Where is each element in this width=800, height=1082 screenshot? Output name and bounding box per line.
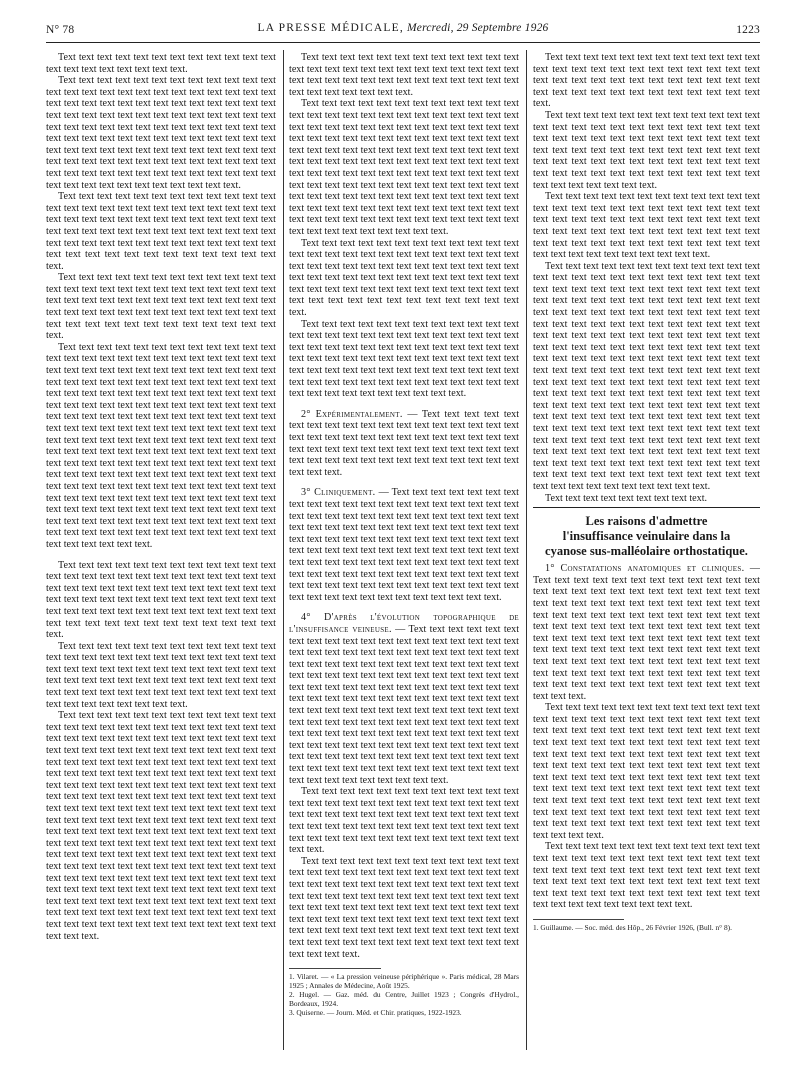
paragraph: Text text text text text text text text text text text text text text text text text text text text text text text text text text text text text text text text text text text text text text text text text text text text text text text text text text text text text text text text text text text text text text text text text text text text text text text text text text text text text text text text text text text text text text text text text text text text text text text text text text text text text text text text text text text text text text text text text text text text text text text text text text text text text text text text text text text text text text text text text text text text text text text text text text text text text text text text text text text text text text text text text text text text text text text text text text text text text text text text text text text text text text text text text text text text text text text text text text text text text text text text text text text text text text text text text text text text text text text text text text text text text text text text text text text text text text text text text text text text text text. <box>533 260 760 492</box>
issue-date: Mercredi, 29 Septembre 1926 <box>407 22 549 34</box>
section-label: 3° Cliniquement. <box>301 487 376 499</box>
paragraph: Text text text text text text text text text text text text text text text text text text text text text text text text text text text text text text text text text text text text text text text text text text text text text text text text text text text text text text text text text text text text text text text text text text text text text. <box>533 841 760 911</box>
paragraph: Text text text text text text text text text text text text text text text text text text text text text text text text text text text text text text text text text text text text text text text text text text text text text text text text text text text text text text text text text text text text text text text text text text text text text text text text text text text text text. <box>289 237 519 319</box>
paragraph: Text text text text text text text text text text text text text text text text text text text text text text text text text text text text text text text text text text text text text text text text text text text text text text text text text text text text text text text text text text text text text text text text text text text text text text text text text text text text text text text text text text text text text text text text text text text text text text text text text text text text text text text text text text text text text text text text text text text text text text text text text text text text text text text text text text text text text text text text. <box>533 702 760 841</box>
column-3 <box>533 52 760 1064</box>
paragraph: Text text text text text text text text text text text text text text text text text text text text text text text text text text text text text text text text text text text text text text text text text text text text text text text text text text text text text text text text text text text text text text text text text text text text text text text text text text text text text text text. <box>533 109 760 191</box>
section-3 <box>289 487 519 603</box>
column-2 <box>289 52 519 1064</box>
heading-line: l'insuffisance veinulaire dans la <box>562 529 731 544</box>
paragraph: Text text text text text text text text text text text text text text text text text text text text text text text text text text text text text text text text text text text text text text text text text text text text text text text text text text text text text text text text text text text text text text text text text text text text text text text text text text text text text text text text text text text text text text text text text text text text text text text text text text text text text text text text text text text text text text text text text text text text text text text text text text text text text text text. <box>46 75 276 191</box>
column-divider-1 <box>283 50 284 1050</box>
heading-line: cyanose sus-malléolaire orthostatique. <box>545 544 748 559</box>
section-label: 1° Constatations anatomiques et cliniques. <box>545 563 745 575</box>
footnotes <box>289 973 519 1018</box>
footnote: 1. Guillaume. — Soc. méd. des Hôp., 26 Février 1926, (Bull. n° 8). <box>533 922 732 932</box>
heading-line: Les raisons d'admettre <box>585 514 708 529</box>
paragraph: Text text text text text text text text text text text text text text text text text text text text text text text text text text text text text text text text text text text text text text text text text text text text text text text text text text text text text text text text text text text text text text text text text text text text text text text text text text text text text text text text text text text text text text text text text text text text text text text text text text text text text text text text text text text text text text text text text text text text text text text text text text text text text text text text text text text text text text text text text text text text text text text text text text text text text text text text text text text text text text text text text text text text text text text text text text text text text text text text text text text text text text text text text text text text text text text text text text text text text text text text text text text text text text text text text text text text text text text text text text text text text text text text text text text text text text text text text text text text text text text text text text text text text text text text text. <box>46 710 276 942</box>
footnote-rule <box>289 968 381 969</box>
paragraph: Text text text text text text text text text text text text text text text text text text text text text text text text text text text text text text text text text text text text text text text text text text text text text text text text text text text text text text text text text text text text text text text text text text. <box>289 786 519 856</box>
paragraph: Text text text text text text text text text text text text text text text text text text text text text text text text text text text text text text text text text text text text text text text text text text text text text text text text text text text text text text text text text text text text text text text text text text text text text text text text text text text text text text text text text text text text text text text text text text text text text text text text text text text text text text text text text text text. <box>289 855 519 960</box>
footnote: 1. Vilaret. — « La pression veineuse périphérique ». Paris médical, 28 Mars 1925 ; Annales de Médecine, Août 1925. <box>289 972 519 990</box>
paragraph: Text text text text text text text text text text text text text text text text text text text text text text text text text text text text text text text text text text text text text text text text text text text text text text text text text text text text text text text text text text text text text text text text text text text text text text text text text text text text text text text text text text text text text text text. <box>289 318 519 400</box>
paragraph: Text text text text text text text text text text text text text text text text text text text text text text text text text text text text text text text text text text text text text text text text text text text text text text text text text. <box>533 52 760 110</box>
footnotes <box>533 924 760 933</box>
section-text: — Text text text text text text text text text text text text text text text text text text text text text text text text text text text text text text text text text text text text text text text text text text text text text text text text text text text text text text text text text text text text text text text text text text text text text text text text text text text text text text text text text text text text text text text text text text text text text text text text text text text text text text text text text text text text text text text text text text text text text text text text text text text. <box>533 563 760 702</box>
journal-title <box>46 22 760 34</box>
section-text: — Text text text text text text text text text text text text text text text text text text text text text text text text text text text text text text text text text text text text text text text text text text text text text text text text text text text text text text text text text text text text. <box>289 408 519 478</box>
section-2 <box>289 409 519 479</box>
section-heading <box>533 514 760 559</box>
header-rule <box>46 42 760 43</box>
section-label: 4° D'après l'évolution topographique de l'insuffisance veineuse. <box>289 612 519 635</box>
page-header <box>46 22 760 40</box>
paragraph: Text text text text text text text text text text text text text text text text text text text text text text text text text text text text text text text text text text text text text text text text text text text text text text text text text text text text text text text text text text text text text text text text text text text text text text text text text text text text text text text text text text text text text text text text text text text text text text text text text text text text text text text text text text text text text text text text text text text text text text text text text text text text text text text text text text text text text text text text text text text text text text text text text text text text text text text text text text text text text text text text text text text text text text text text text text text text text text text text text text text text text text text text text text text text text text text text text text text text text text text text text text text text text text text text text text text text text text text text text text text text text text text text text text. <box>46 341 276 550</box>
page-number: 1223 <box>736 24 760 36</box>
footnote: 2. Hugel. — Gaz. méd. du Centre, Juillet 1923 ; Congrès d'Hydrol., Bordeaux, 1924. <box>289 990 519 1009</box>
section-label: 2° Expérimentalement. <box>301 408 403 420</box>
paragraph: Text text text text text text text text text text text text text text text text text text text text text text text text text text text text text text text text text text text text text text text text text text text text text text text text text text text text text text text text text text text text text text text text text text text text text text text text. <box>46 640 276 710</box>
section-4 <box>289 612 519 786</box>
paragraph: Text text text text text text text text text text text text text text text text text text text text text text text text text text text text text text text text text text text text text text text text text text text text text. <box>289 52 519 98</box>
section-text: — Text text text text text text text text text text text text text text text text text text text text text text text text text text text text text text text text text text text text text text text text text text text text text text text text text text text text text text text text text text text text text text text text text text text text text text text text text text text text text text text text text text text text text text text text text text text text text text text text text text text text text text text text text text text text text text text text text text text text text text text text text text text. <box>289 487 519 603</box>
issue-number: N° 78 <box>46 24 75 36</box>
journal-name: LA PRESSE MÉDICALE, <box>257 22 404 34</box>
paragraph: Text text text text text text text text text text text text text text text text text text text text text text text text text text text text text text text text text text text text text text text text text text text text text text text text text text text text text text text text text text text text text text text text text text text text text text text text text text text text text. <box>46 559 276 641</box>
paragraph: Text text text text text text text text text text text text text text text text text text text text text text text text text text text text text text text text text text text text text text text text text text text text text text text text text text text text text text text text text text text text text text text text text text text text text text. <box>533 191 760 261</box>
column-1 <box>46 52 276 1064</box>
paragraph: Text text text text text text text text text text text text text text text text text text text text text text text text text text text text text text text text text text text text text text text text text text text text text text text text text text text text text text text text text text text text text text text text text text text text text text text text text text text text text text text text text text text text text text text text text text text text text text text text text text text text text text text text text text text text text text text text text text text text text text text text text text text text text text text text text text text text text text text text text text text text text text text text text text text text text text text. <box>289 98 519 237</box>
section-1 <box>533 563 760 702</box>
footnote: 3. Quiserne. — Journ. Méd. et Chir. pratiques, 1922-1923. <box>289 1008 462 1018</box>
paragraph: Text text text text text text text text text text text text text text text text text text text text text text text text text text text text text text text text text text text text text text text text text text text text text text text text text text text text text text text text text text text text text text text text. <box>46 272 276 342</box>
column-divider-2 <box>526 50 527 1050</box>
paragraph: Text text text text text text text text text text text text text text text text text text text text text text text text text text text text text text text text text text text text text text text text text text text text text text text text text text text text text text text text text text text text text text text text text text text text text text text text text text text text text. <box>46 191 276 272</box>
section-text: — Text text text text text text text text text text text text text text text text text text text text text text text text text text text text text text text text text text text text text text text text text text text text text text text text text text text text text text text text text text text text text text text text text text text text text text text text text text text text text text text text text text text text text text text text text text text text text text text text text text text text text text text text text text text text text text text text text text text text text text text text text text text text text text text text text text text text text text text text text text text text text text text text text text text text text text text text text text text text text text text text text text text text text text text text text text text. <box>289 623 519 786</box>
section-rule <box>533 507 760 508</box>
paragraph: Text text text text text text text text text text text text text text text text text text text text. <box>46 52 276 75</box>
paragraph: Text text text text text text text text text. <box>545 492 708 504</box>
footnote-rule <box>533 919 624 920</box>
